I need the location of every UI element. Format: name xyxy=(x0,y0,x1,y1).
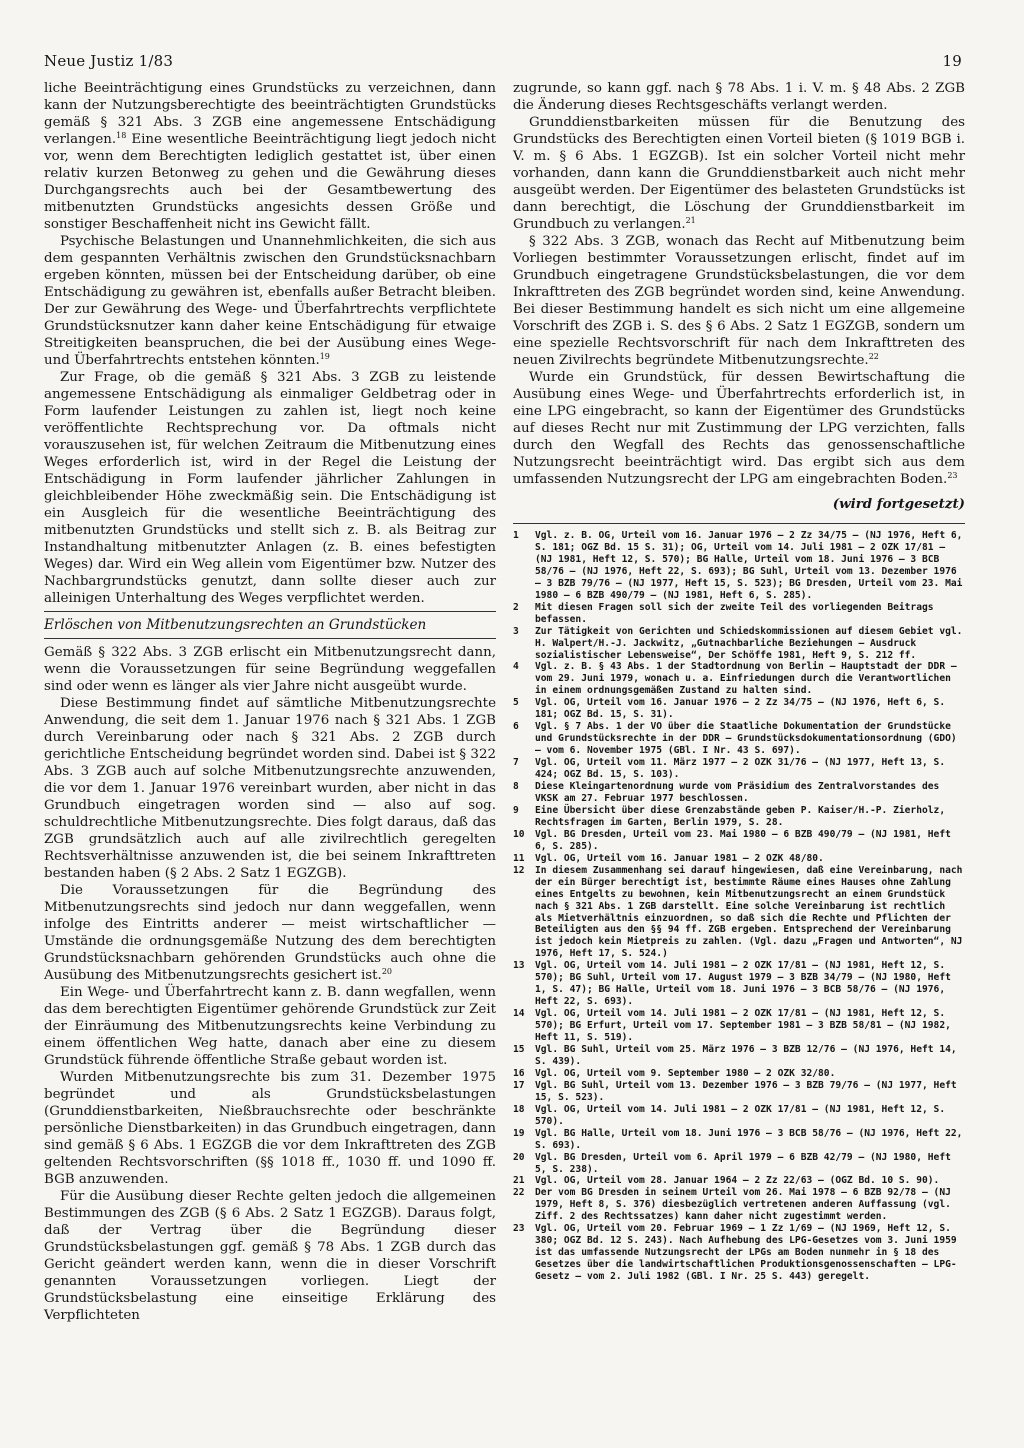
footnote-number: 17 xyxy=(513,1079,525,1091)
footnote-text: Vgl. OG, Urteil vom 14. Juli 1981 — 2 OZK 17/81 — (NJ 1981, Heft 12, S. 570). xyxy=(535,1103,946,1127)
footnote-text: Eine Übersicht über diese Grenzabstände geben P. Kaiser/H.-P. Zierholz, Rechtsfragen im Garten, Berlin 1979, S. 28. xyxy=(535,804,946,828)
footnote-text: Vgl. OG, Urteil vom 20. Februar 1969 — 1 Zz 1/69 — (NJ 1969, Heft 12, S. 380; OGZ Bd. 12 S. 243). Nach Aufhebung des LPG-Gesetzes vom 3. Juni 1959 ist das umfassende Nutzungsrecht der LPGs am Boden nunmehr in § 18 des Gesetzes über die landwirtschaftlichen Produktionsgenossenschaften — LPG-Gesetz — vom 2. Juli 1982 (GBl. I Nr. 25 S. 443) geregelt. xyxy=(535,1223,957,1283)
footnote-ref: 18 xyxy=(116,131,127,140)
footnote xyxy=(513,1223,965,1283)
footnote-ref: 20 xyxy=(381,967,392,976)
footnote-number: 3 xyxy=(513,625,519,637)
footnote-text: Vgl. BG Dresden, Urteil vom 6. April 1979 — 6 BZB 42/79 — (NJ 1980, Heft 5, S. 238). xyxy=(535,1151,951,1175)
footnote-number: 20 xyxy=(513,1151,525,1163)
footnote-number: 8 xyxy=(513,781,519,793)
footnote-number: 9 xyxy=(513,804,519,816)
footnote xyxy=(513,697,965,721)
footnote-text: Vgl. OG, Urteil vom 16. Januar 1976 — 2 Zz 34/75 — (NJ 1976, Heft 6, S. 181; OGZ Bd. 15, S. 31). xyxy=(535,697,946,721)
divider xyxy=(44,611,496,612)
footnote-ref: 22 xyxy=(868,352,879,361)
footnote xyxy=(513,530,965,602)
paragraph: Zur Frage, ob die gemäß § 321 Abs. 3 ZGB zu leistende angemessene Entschädigung als einmaliger Geldbetrag oder in Form laufender Leistungen zu zahlen ist, liegt noch keine veröffentlichte Rechtsprechung vor. Da oftmals nicht vorauszusehen ist, für welchen Zeitraum die Mitbenutzung eines Weges erforderlich ist, wird in der Regel die Leistung der Entschädigung in Form laufender jährlicher Zahlungen in gleichbleibender Höhe zweckmäßig sein. Die Entschädigung ist ein Ausgleich für die wesentliche Beeinträchtigung des mitbenutzten Grundstücks und stellt sich z. B. als Beitrag zur Instandhaltung mitbenutzter Anlagen (z. B. eines befestigten Weges) dar. Wird ein Weg allein vom Eigentümer bzw. Nutzer des Nachbargrundstücks genutzt, dann sollte dieser auch zur alleinigen Unterhaltung des Weges verpflichtet werden. xyxy=(44,370,496,606)
footnote-text: Vgl. BG Dresden, Urteil vom 23. Mai 1980 — 6 BZB 490/79 — (NJ 1981, Heft 6, S. 285). xyxy=(535,828,951,852)
footnote xyxy=(513,829,965,853)
footnote xyxy=(513,602,965,626)
footnote xyxy=(513,1080,965,1104)
footnote xyxy=(513,1187,965,1223)
footnote-number: 6 xyxy=(513,721,519,733)
paragraph: Diese Bestimmung findet auf sämtliche Mitbenutzungsrechte Anwendung, die seit dem 1. Januar 1976 nach § 321 Abs. 1 ZGB durch Vereinbarung oder nach § 321 Abs. 2 ZGB durch gerichtliche Entscheidung begründet worden sind. Dabei ist § 322 Abs. 3 ZGB auch auf solche Mitbenutzungsrechte anzuwenden, die vor dem 1. Januar 1976 vereinbart wurden, aber nicht in das Grundbuch eingetragen worden sind — also auf sog. schuldrechtliche Mitbenutzungsrechte. Dies folgt daraus, daß das ZGB grundsätzlich auch auf alle zivilrechtlich geregelten Rechtsverhältnisse anzuwenden ist, die bei seinem Inkrafttreten bestanden haben (§ 2 Abs. 2 Satz 1 EGZGB). xyxy=(44,696,496,881)
divider xyxy=(44,638,496,639)
footnote xyxy=(513,805,965,829)
footnote-number: 22 xyxy=(513,1187,525,1199)
footnote-text: Vgl. OG, Urteil vom 11. März 1977 — 2 OZK 31/76 — (NJ 1977, Heft 13, S. 424; OGZ Bd. 15, S. 103). xyxy=(535,757,946,781)
footnote-number: 10 xyxy=(513,828,525,840)
footnote xyxy=(513,781,965,805)
paragraph: Grunddienstbarkeiten müssen für die Benutzung des Grundstücks des Berechtigten einen Vorteil bieten (§ 1019 BGB i. V. m. § 6 Abs. 1 EGZGB). Ist ein solcher Vorteil nicht mehr vorhanden, dann kann die Grunddienstbarkeit auch nicht mehr ausgeübt werden. Der Eigentümer des belasteten Grundstücks ist dann berechtigt, die Löschung der Grunddienstbarkeit im Grundbuch zu verlangen.$^{21}$ xyxy=(513,115,965,232)
footnote xyxy=(513,1104,965,1128)
footnote-divider xyxy=(513,523,965,524)
footnote-ref: 21 xyxy=(685,216,696,225)
paragraph: Ein Wege- und Überfahrtrecht kann z. B. dann wegfallen, wenn das dem berechtigten Eigentümer gehörende Grundstück zur Zeit der Einräumung des Mitbenutzungsrechts keine Verbindung zu einem öffentlichen Weg hatte, danach aber eine zu diesem Grundstück führende öffentliche Straße gebaut worden ist. xyxy=(44,985,496,1068)
footnote xyxy=(513,721,965,757)
paragraph: Gemäß § 322 Abs. 3 ZGB erlischt ein Mitbenutzungsrecht dann, wenn die Voraussetzungen für seine Begründung weggefallen sind oder wenn es länger als vier Jahre nicht ausgeübt wurde. xyxy=(44,645,496,694)
footnote-text: Vgl. BG Suhl, Urteil vom 13. Dezember 1976 — 3 BZB 79/76 — (NJ 1977, Heft 15, S. 523). xyxy=(535,1079,957,1103)
footnote-text: Vgl. OG, Urteil vom 9. September 1980 — 2 OZK 32/80. xyxy=(535,1067,836,1079)
footnotes xyxy=(513,530,965,1283)
paragraph: liche Beeinträchtigung eines Grundstücks zu verzeichnen, dann kann der Nutzungsberechtigte des beeinträchtigten Grundstücks gemäß § 321 Abs. 3 ZGB eine angemessene Entschädigung verlangen.$^{18}$ Eine wesentliche Beeinträchtigung liegt jedoch nicht vor, wenn dem Berechtigten lediglich gestattet ist, über einen relativ kurzen Betonweg zu gehen und die Gewährung dieses Durchgangsrechts auch bei der Gesamtbewertung des mitbenutzten Grundstücks angesichts dessen Größe und sonstiger Beschaffenheit nicht ins Gewicht fällt. xyxy=(44,81,496,232)
footnote-text: Vgl. OG, Urteil vom 14. Juli 1981 — 2 OZK 17/81 — (NJ 1981, Heft 12, S. 570); BG Suhl, Urteil vom 17. August 1979 — 3 BZB 34/79 — (NJ 1980, Heft 1, S. 47); BG Halle, Urteil vom 18. Juni 1976 — 3 BCB 58/76 — (NJ 1976, Heft 22, S. 693). xyxy=(535,960,951,1008)
footnote xyxy=(513,1175,965,1187)
footnote-number: 18 xyxy=(513,1103,525,1115)
right-column xyxy=(513,80,965,1283)
footnote-text: Vgl. OG, Urteil vom 14. Juli 1981 — 2 OZK 17/81 — (NJ 1981, Heft 12, S. 570); BG Erfurt, Urteil vom 17. September 1981 — 3 BZB 58/81 — (NJ 1982, Heft 11, S. 519). xyxy=(535,1008,951,1044)
footnote xyxy=(513,1008,965,1044)
footnote-number: 1 xyxy=(513,530,519,541)
paragraph: Wurde ein Grundstück, für dessen Bewirtschaftung die Ausübung eines Wege- und Überfahrtrechts erforderlich ist, in eine LPG eingebracht, so kann der Eigentümer des Grundstücks auf dieses Recht nur mit Zustimmung der LPG verzichten, falls durch den Wegfall des Rechts das genossenschaftliche Nutzungsrecht beeinträchtigt wird. Das ergibt sich aus dem umfassenden Nutzungsrecht der LPG am eingebrachten Boden.$^{23}$ xyxy=(513,370,965,487)
footnote xyxy=(513,1068,965,1080)
footnote-text: In diesem Zusammenhang sei darauf hingewiesen, daß eine Vereinbarung, nach der ein Bürger berechtigt ist, bestimmte Räume eines Hauses ohne Zahlung eines Entgelts zu bewohnen, kein Mitbenutzungsrecht an einem Grundstück nach § 321 Abs. 1 ZGB darstellt. Eine solche Vereinbarung ist rechtlich als Mietverhältnis einzuordnen, so daß sich die Rechte und Pflichten der Beteiligten aus den §§ 94 ff. ZGB ergeben. Entsprechend der Vereinbarung ist jedoch kein Mietpreis zu zahlen. (Vgl. dazu „Fragen und Antworten“, NJ 1976, Heft 17, S. 524.) xyxy=(535,864,963,960)
paragraph: zugrunde, so kann ggf. nach § 78 Abs. 1 i. V. m. § 48 Abs. 2 ZGB die Änderung dieses Rechtsgeschäfts verlangt werden. xyxy=(513,81,965,113)
footnote-text: Vgl. BG Halle, Urteil vom 18. Juni 1976 — 3 BCB 58/76 — (NJ 1976, Heft 22, S. 693). xyxy=(535,1127,963,1151)
footnote-number: 7 xyxy=(513,757,519,769)
page-header xyxy=(44,52,962,74)
footnote-text: Vgl. z. B. § 43 Abs. 1 der Stadtordnung von Berlin — Hauptstadt der DDR — vom 29. Juni 1979, wonach u. a. Einfriedungen durch die Verantwortlichen in einem ordnungsgemäßen Zustand zu halten sind. xyxy=(535,661,957,697)
footnote-text: Vgl. OG, Urteil vom 16. Januar 1981 — 2 OZK 48/80. xyxy=(535,852,824,864)
page-number: 19 xyxy=(942,52,962,70)
footnote xyxy=(513,960,965,1008)
footnote-text: Vgl. BG Suhl, Urteil vom 25. März 1976 — 3 BZB 12/76 — (NJ 1976, Heft 14, S. 439). xyxy=(535,1043,957,1067)
footnote xyxy=(513,865,965,961)
footnote-number: 19 xyxy=(513,1127,525,1139)
footnote-text: Diese Kleingartenordnung wurde vom Präsidium des Zentralvorstandes des VKSK am 27. Februar 1977 beschlossen. xyxy=(535,781,940,804)
section-heading: Erlöschen von Mitbenutzungsrechten an Grundstücken xyxy=(44,617,427,633)
footnote xyxy=(513,757,965,781)
footnote xyxy=(513,626,965,662)
footnote-number: 12 xyxy=(513,864,525,876)
footnote-number: 16 xyxy=(513,1067,525,1079)
footnote-text: Der vom BG Dresden in seinem Urteil vom 26. Mai 1978 — 6 BZB 92/78 — (NJ 1979, Heft 8, S. 376) diesbezüglich vertretenen anderen Auffassung (vgl. Ziff. 2 des Rechtssatzes) kann daher nicht zugestimmt werden. xyxy=(535,1187,951,1223)
footnote-number: 15 xyxy=(513,1043,525,1055)
footnote-number: 13 xyxy=(513,960,525,972)
paragraph: Für die Ausübung dieser Rechte gelten jedoch die allgemeinen Bestimmungen des ZGB (§ 6 Abs. 2 Satz 1 EGZGB). Daraus folgt, daß der Vertrag über die Begründung dieser Grundstücksbelastungen ggf. gemäß § 78 Abs. 1 ZGB durch das Gericht geändert werden kann, wenn die in dieser Vorschrift genannten Voraussetzungen vorliegen. Liegt der Grundstücksbelastung eine einseitige Erklärung des Verpflichteten xyxy=(44,1189,496,1323)
footnote-number: 2 xyxy=(513,601,519,613)
footnote-number: 4 xyxy=(513,661,519,673)
footnote-ref: 19 xyxy=(319,352,330,361)
footnote-number: 5 xyxy=(513,697,519,709)
footnote xyxy=(513,1044,965,1068)
paragraph: Wurden Mitbenutzungsrechte bis zum 31. Dezember 1975 begründet und als Grundstücksbelastungen (Grunddienstbarkeiten, Nießbrauchsrechte oder beschränkte persönliche Dienstbarkeiten) in das Grundbuch eingetragen, dann sind gemäß § 6 Abs. 1 EGZGB die vor dem Inkrafttreten des ZGB geltenden Rechtsvorschriften (§§ 1018 ff., 1030 ff. und 1090 ff. BGB anzuwenden. xyxy=(44,1070,496,1187)
footnote-number: 14 xyxy=(513,1008,525,1020)
journal-title: Neue Justiz 1/83 xyxy=(44,52,174,70)
footnote-text: Vgl. OG, Urteil vom 28. Januar 1964 — 2 Zz 22/63 — (OGZ Bd. 10 S. 90). xyxy=(535,1175,940,1187)
footnote-text: Vgl. § 7 Abs. 1 der VO über die Staatliche Dokumentation der Grundstücke und Grundstücksrechte in der DDR — Grundstücksdokumentationsordnung (GDO) — vom 6. November 1975 (GBl. I Nr. 43 S. 697). xyxy=(535,721,957,757)
footnote-ref: 23 xyxy=(947,471,958,480)
paragraph: § 322 Abs. 3 ZGB, wonach das Recht auf Mitbenutzung beim Vorliegen bestimmter Voraussetzungen erlischt, findet auf im Grundbuch eingetragene Grundstücksbelastungen, die vor dem Inkrafttreten des ZGB begründet worden sind, keine Anwendung. Bei dieser Bestimmung handelt es sich nicht um eine allgemeine Vorschrift des ZGB i. S. des § 6 Abs. 2 Satz 1 EGZGB, sondern um eine spezielle Rechtsvorschrift für nach dem Inkrafttreten des neuen Zivilrechts begründete Mitbenutzungsrechte.$^{22}$ xyxy=(513,234,965,368)
footnote-number: 21 xyxy=(513,1175,525,1187)
footnote-number: 11 xyxy=(513,852,525,864)
paragraph: Psychische Belastungen und Unannehmlichkeiten, die sich aus dem gespannten Verhältnis zwischen den Grundstücksnachbarn ergeben könnten, müssen bei der Entscheidung darüber, ob eine Entschädigung zu gewähren ist, ebenfalls außer Betracht bleiben. Der zur Gewährung des Wege- und Überfahrtrechts verpflichtete Grundstücksnutzer kann daher keine Entschädigung für etwaige Streitigkeiten beanspruchen, die bei der Ausübung eines Wege- und Überfahrtrechts entstehen könnten.$^{19}$ xyxy=(44,234,496,368)
footnote xyxy=(513,1152,965,1176)
footnote xyxy=(513,853,965,865)
continuation-note: (wird fortgesetzt) xyxy=(832,496,965,512)
footnote-number: 23 xyxy=(513,1223,525,1235)
footnote-text: Mit diesen Fragen soll sich der zweite Teil des vorliegenden Beitrags befassen. xyxy=(535,601,934,625)
footnote xyxy=(513,1128,965,1152)
footnote-text: Zur Tätigkeit von Gerichten und Schiedskommissionen auf diesem Gebiet vgl. H. Walpert/H.-J. Jackwitz, „Gutnachbarliche Beziehungen — Ausdruck sozialistischer Lebensweise“, Der Schöffe 1981, Heft 9, S. 212 ff. xyxy=(535,625,963,661)
left-column xyxy=(44,80,496,1324)
paragraph: Die Voraussetzungen für die Begründung des Mitbenutzungsrechts sind jedoch nur dann weggefallen, wenn infolge des Eintritts anderer — meist wirtschaftlicher — Umstände die ordnungsgemäße Nutzung des dem berechtigten Grundstücksnachbarn gehörenden Grundstücks auch ohne die Ausübung des Mitbenutzungsrechts gesichert ist.$^{20}$ xyxy=(44,883,496,983)
footnote-text: Vgl. z. B. OG, Urteil vom 16. Januar 1976 — 2 Zz 34/75 — (NJ 1976, Heft 6, S. 181; OGZ Bd. 15 S. 31); OG, Urteil vom 14. Juli 1981 — 2 OZK 17/81 — (NJ 1981, Heft 12, S. 570); BG Halle, Urteil vom 18. Juni 1976 — 3 BCB 58/76 — (NJ 1976, Heft 22, S. 693); BG Suhl, Urteil vom 13. Dezember 1976 — 3 BZB 79/76 — (NJ 1977, Heft 15, S. 523); BG Dresden, Urteil vom 23. Mai 1980 — 6 BZB 490/79 — (NJ 1981, Heft 6, S. 285). xyxy=(535,530,963,601)
footnote xyxy=(513,661,965,697)
